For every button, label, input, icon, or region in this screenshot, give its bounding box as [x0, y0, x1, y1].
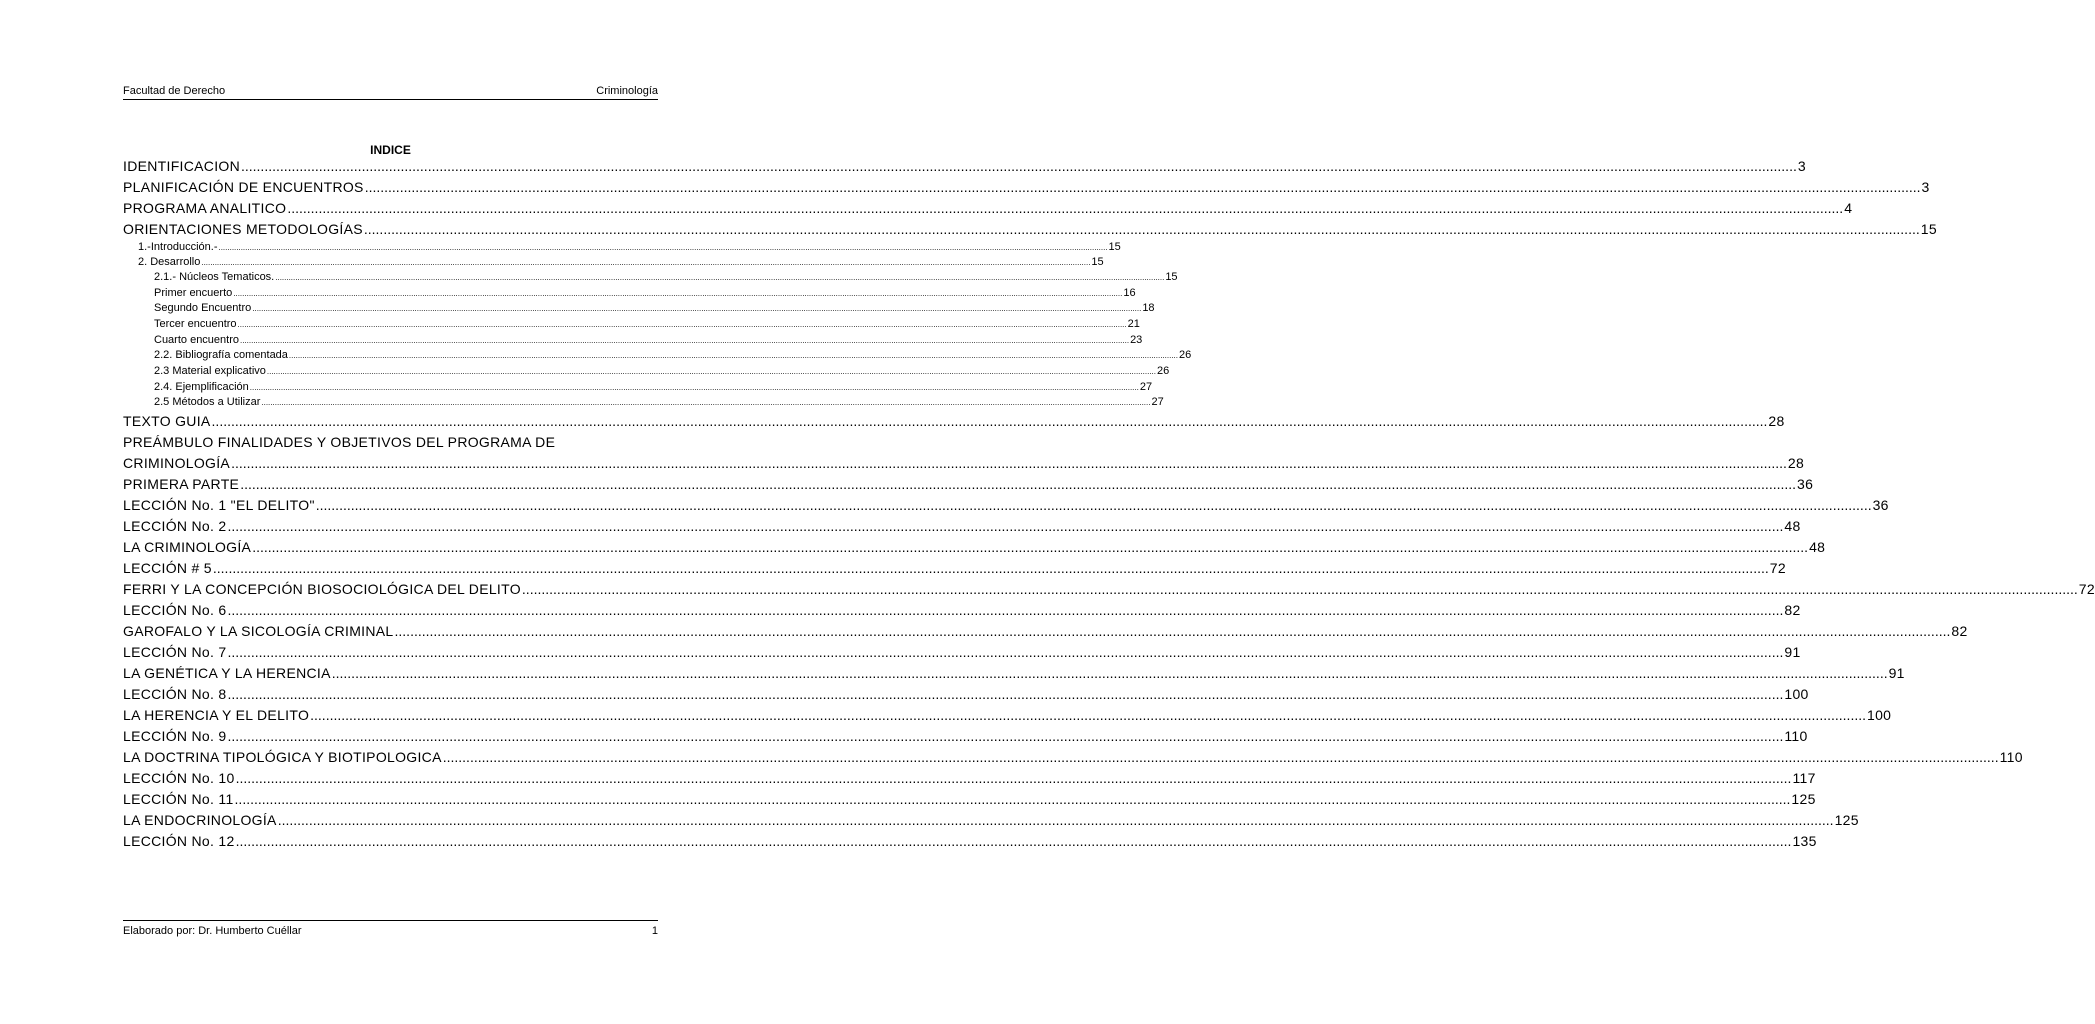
toc-entry [123, 348, 1192, 364]
toc-dot-leader: ................................................................................................................................................................................................................................................................................................................................................................................................................ [331, 665, 1888, 682]
toc-page-number: 28 [1787, 455, 1805, 472]
toc-dot-leader: ................................................................................................................................................................................................................................................................................................................................................................................................................ [287, 200, 1844, 216]
toc-entry-label: 2.1.- Núcleos Tematicos. [154, 270, 275, 283]
toc-dot-leader: ................................................................................................................................................................................................................................................................................................................................................................................................................ [240, 476, 1797, 493]
toc-entry [123, 453, 1805, 474]
toc-entry [123, 495, 1889, 516]
toc-entry [123, 558, 1786, 579]
toc-page-number: 3 [1797, 158, 1806, 174]
toc-dot-leader: ................................................................................................................................................................................................................................................................................................................................................................................................................ [252, 539, 1809, 556]
toc-entry [123, 516, 1801, 537]
toc-entry-label: LECCIÓN No. 10 [123, 770, 235, 787]
toc-entry-label-line1: PREÁMBULO FINALIDADES Y OBJETIVOS DEL PROGRAMA DE [123, 434, 556, 451]
toc-entry-label: GAROFALO Y LA SICOLOGÍA CRIMINAL [123, 623, 394, 640]
toc-dot-leader: ................................................................................................................................................................................................................................................................................................................................................................................................................ [310, 707, 1866, 724]
toc-page-number: 3 [1921, 179, 1930, 195]
toc-entry-label: Segundo Encuentro [154, 302, 252, 315]
header-right: Criminología [596, 85, 658, 97]
toc-page-number: 91 [1888, 665, 1905, 682]
toc-dot-leader: ................................................................................................................................................................................................................................................................................................................................................................................................................ [227, 644, 1784, 661]
toc-page-number: 48 [1784, 518, 1801, 535]
toc-page-number: 82 [1784, 602, 1801, 619]
toc-page-number: 135 [1792, 833, 1817, 850]
toc-entry-label: ORIENTACIONES METODOLOGÍAS [123, 221, 363, 237]
toc-entry-label: LECCIÓN # 5 [123, 560, 212, 577]
toc-dot-leader: ................................................................................................................................................................................................................................................................................................................................................................................................................ [201, 258, 1091, 267]
toc-page-number: 18 [1142, 302, 1155, 315]
toc-page-number: 110 [1784, 728, 1808, 745]
toc-dot-leader: ................................................................................................................................................................................................................................................................................................................................................................................................................ [231, 455, 1787, 472]
footer-author: Elaborado por: Dr. Humberto Cuéllar [123, 925, 302, 937]
toc-entry-label: LA DOCTRINA TIPOLÓGICA Y BIOTIPOLOGICA [123, 749, 442, 766]
toc-entry-label: FERRI Y LA CONCEPCIÓN BIOSOCIOLÓGICA DEL DELITO [123, 581, 521, 598]
toc-entry [123, 642, 1801, 663]
index-title: INDICE [370, 143, 411, 157]
toc-page-number: 16 [1123, 286, 1136, 299]
toc-page-number: 72 [2078, 581, 2095, 598]
toc-page-number: 26 [1156, 365, 1170, 378]
toc-entry-label: 2.5 Métodos a Utilizar [154, 396, 261, 409]
page-number: 1 [651, 925, 658, 937]
toc-dot-leader: ................................................................................................................................................................................................................................................................................................................................................................................................................ [249, 382, 1139, 392]
toc-page-number: 15 [1108, 241, 1121, 253]
toc-entry [123, 831, 1817, 852]
toc-entry [123, 705, 1892, 726]
toc-entry [123, 380, 1153, 396]
toc-page-number: 125 [1834, 812, 1859, 829]
toc-entry [123, 177, 1930, 198]
toc-entry [123, 768, 1816, 789]
toc-dot-leader: ................................................................................................................................................................................................................................................................................................................................................................................................................ [275, 272, 1165, 282]
toc-dot-leader: ................................................................................................................................................................................................................................................................................................................................................................................................................ [227, 686, 1784, 703]
toc-page-number: 23 [1130, 333, 1143, 346]
toc-dot-leader: ................................................................................................................................................................................................................................................................................................................................................................................................................ [442, 749, 1999, 766]
toc-entry-label: PROGRAMA ANALITICO [123, 200, 287, 216]
toc-entry [123, 474, 1814, 495]
toc-entry-label: LECCIÓN No. 12 [123, 833, 235, 850]
page-footer [123, 920, 658, 937]
toc-page-number: 110 [1999, 749, 2023, 766]
toc-entry-label: 2.3 Material explicativo [154, 365, 266, 378]
toc-dot-leader: ................................................................................................................................................................................................................................................................................................................................................................................................................ [227, 518, 1784, 535]
toc-entry-label: PLANIFICACIÓN DE ENCUENTROS [123, 179, 364, 195]
toc-entry-label: 1.-Introducción.- [138, 241, 218, 253]
toc-dot-leader: ................................................................................................................................................................................................................................................................................................................................................................................................................ [237, 320, 1127, 330]
toc-entry [123, 789, 1816, 810]
toc-entry [123, 255, 1104, 270]
header-left: Facultad de Derecho [123, 85, 226, 97]
toc-entry [123, 810, 1859, 831]
toc-dot-leader: ................................................................................................................................................................................................................................................................................................................................................................................................................ [315, 497, 1872, 514]
toc-entry [123, 333, 1143, 349]
toc-entry-label: LECCIÓN No. 9 [123, 728, 227, 745]
toc-page-number: 125 [1791, 791, 1816, 808]
toc-entry [123, 219, 1937, 240]
toc-entry-label: LECCIÓN No. 2 [123, 518, 227, 535]
toc-page-number: 27 [1151, 396, 1164, 409]
toc-entry-label: Primer encuerto [154, 286, 233, 299]
toc-dot-leader: ................................................................................................................................................................................................................................................................................................................................................................................................................ [252, 304, 1142, 314]
toc-page-number: 100 [1784, 686, 1809, 703]
toc-entry-label: Tercer encuentro [154, 318, 237, 331]
toc-entry-label: LA HERENCIA Y EL DELITO [123, 707, 310, 724]
toc-page-number: 15 [1920, 221, 1937, 237]
toc-entry-label: CRIMINOLOGÍA [123, 455, 231, 472]
toc-dot-leader: ................................................................................................................................................................................................................................................................................................................................................................................................................ [233, 288, 1123, 298]
toc-dot-leader: ................................................................................................................................................................................................................................................................................................................................................................................................................ [227, 728, 1784, 745]
toc-dot-leader: ................................................................................................................................................................................................................................................................................................................................................................................................................ [363, 221, 1920, 237]
toc-entry [123, 621, 1968, 642]
toc-dot-leader: ................................................................................................................................................................................................................................................................................................................................................................................................................ [364, 179, 1921, 195]
toc-page-number: 15 [1091, 256, 1104, 268]
toc-page-number: 72 [1769, 560, 1786, 577]
toc-entry-label: TEXTO GUIA [123, 413, 211, 430]
toc-dot-leader: ................................................................................................................................................................................................................................................................................................................................................................................................................ [234, 791, 1791, 808]
toc-dot-leader: ................................................................................................................................................................................................................................................................................................................................................................................................................ [218, 243, 1108, 252]
toc-entry [123, 364, 1170, 380]
toc-entry [123, 270, 1178, 286]
toc-entry-label: 2. Desarrollo [138, 256, 201, 268]
toc-entry [123, 537, 1826, 558]
toc-entry-label: LA CRIMINOLOGÍA [123, 539, 252, 556]
toc-entry [123, 198, 1853, 219]
toc-entry [123, 579, 2095, 600]
toc-page-number: 117 [1792, 770, 1816, 787]
toc-dot-leader: ................................................................................................................................................................................................................................................................................................................................................................................................................ [277, 812, 1834, 829]
toc-entry-label: 2.2. Bibliografía comentada [154, 349, 288, 362]
toc-page-number: 28 [1768, 413, 1785, 430]
toc-dot-leader: ................................................................................................................................................................................................................................................................................................................................................................................................................ [211, 413, 1768, 430]
toc-page-number: 36 [1872, 497, 1889, 514]
toc-entry [123, 684, 1809, 705]
toc-entry [123, 411, 1785, 432]
toc-entry [123, 240, 1121, 255]
toc-dot-leader: ................................................................................................................................................................................................................................................................................................................................................................................................................ [212, 560, 1769, 577]
toc-entry-label: LECCIÓN No. 7 [123, 644, 227, 661]
toc-dot-leader: ................................................................................................................................................................................................................................................................................................................................................................................................................ [227, 602, 1784, 619]
toc-entry-label: LECCIÓN No. 6 [123, 602, 227, 619]
toc-entry-label: LECCIÓN No. 1 "EL DELITO" [123, 497, 315, 514]
toc-entry [123, 726, 1808, 747]
toc-entry-label: IDENTIFICACION [123, 158, 240, 174]
toc-entry-label: LA ENDOCRINOLOGÍA [123, 812, 277, 829]
toc-entry-label: 2.4. Ejemplificación [154, 380, 249, 393]
toc-dot-leader: ................................................................................................................................................................................................................................................................................................................................................................................................................ [394, 623, 1951, 640]
toc-page-number: 27 [1139, 380, 1153, 393]
toc-entry [123, 747, 2023, 768]
page-header [123, 85, 658, 100]
toc-page-number: 91 [1784, 644, 1801, 661]
toc-page-number: 48 [1809, 539, 1826, 556]
toc-dot-leader: ................................................................................................................................................................................................................................................................................................................................................................................................................ [288, 351, 1178, 361]
toc-page-number: 82 [1951, 623, 1968, 640]
toc-entry [123, 600, 1801, 621]
toc-page-number: 36 [1797, 476, 1814, 493]
table-of-contents [123, 156, 2095, 852]
toc-page-number: 4 [1844, 200, 1853, 216]
toc-dot-leader: ................................................................................................................................................................................................................................................................................................................................................................................................................ [235, 833, 1792, 850]
toc-page-number: 26 [1178, 349, 1192, 362]
toc-entry [123, 301, 1155, 317]
toc-entry [123, 156, 1806, 177]
toc-entry [123, 396, 1164, 412]
toc-entry [123, 663, 1905, 684]
toc-page-number: 15 [1165, 270, 1178, 283]
toc-dot-leader: ................................................................................................................................................................................................................................................................................................................................................................................................................ [261, 398, 1151, 408]
toc-dot-leader: ................................................................................................................................................................................................................................................................................................................................................................................................................ [235, 770, 1792, 787]
toc-dot-leader: ................................................................................................................................................................................................................................................................................................................................................................................................................ [240, 158, 1797, 174]
toc-entry-label: Cuarto encuentro [154, 333, 239, 346]
toc-entry [123, 286, 1136, 302]
toc-dot-leader: ................................................................................................................................................................................................................................................................................................................................................................................................................ [266, 367, 1156, 377]
toc-entry-label: PRIMERA PARTE [123, 476, 240, 493]
toc-entry-label: LECCIÓN No. 8 [123, 686, 227, 703]
toc-dot-leader: ................................................................................................................................................................................................................................................................................................................................................................................................................ [521, 581, 2078, 598]
toc-page-number: 100 [1867, 707, 1892, 724]
toc-entry-label: LA GENÉTICA Y LA HERENCIA [123, 665, 331, 682]
toc-dot-leader: ................................................................................................................................................................................................................................................................................................................................................................................................................ [240, 335, 1130, 345]
toc-page-number: 21 [1127, 318, 1140, 331]
toc-entry-label: LECCIÓN No. 11 [123, 791, 234, 808]
toc-entry [123, 317, 1140, 333]
